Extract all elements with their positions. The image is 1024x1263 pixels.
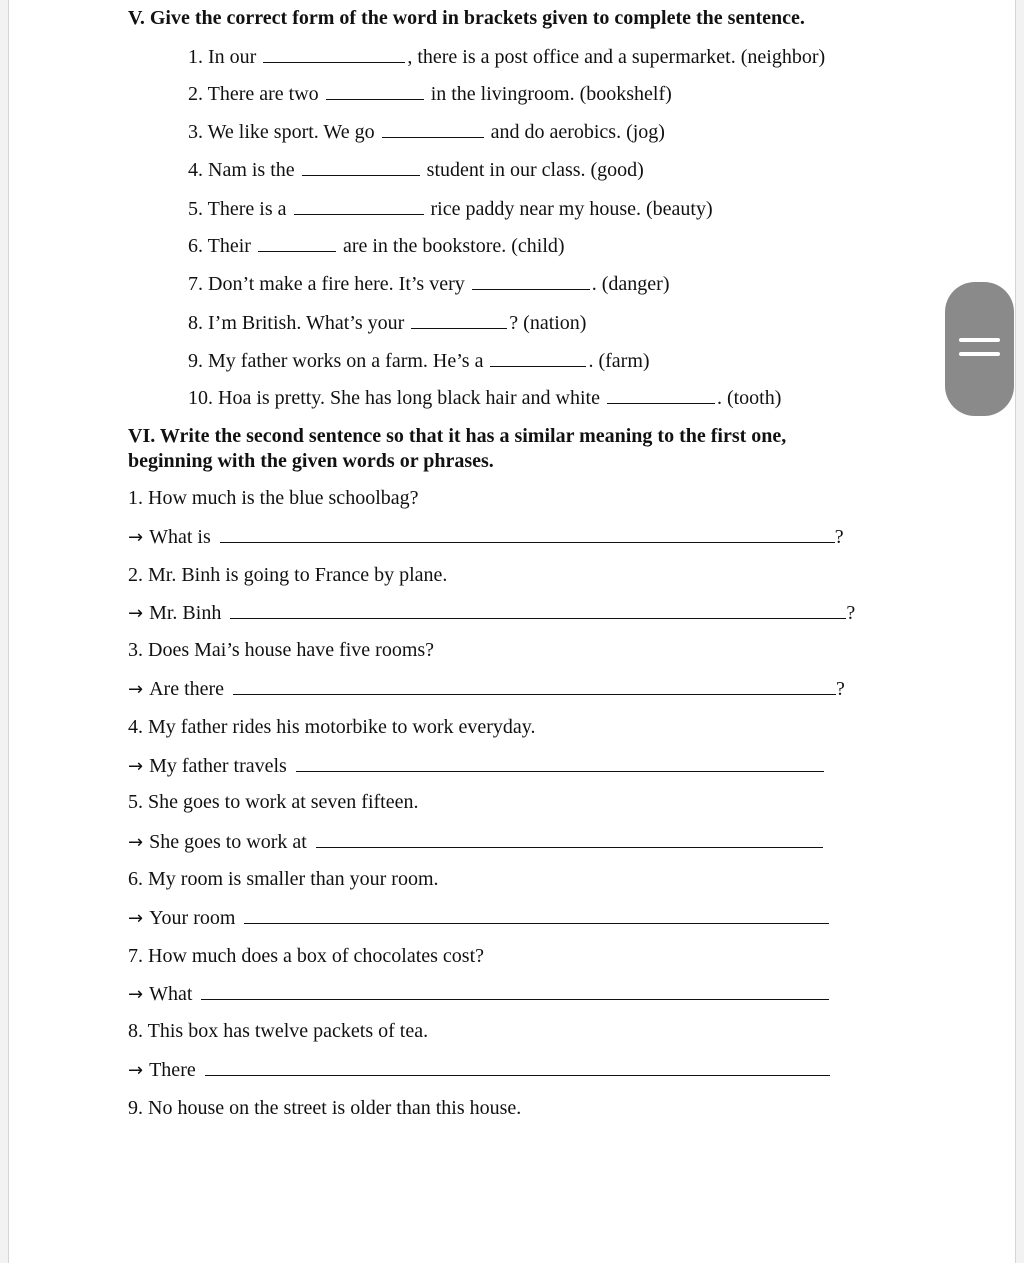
answer-start: Your room bbox=[149, 907, 236, 929]
item-number: 1. bbox=[188, 46, 203, 68]
exercise-5-item-1 bbox=[188, 44, 825, 69]
answer-start: Are there bbox=[149, 678, 225, 700]
arrow-right-icon: → bbox=[128, 1060, 144, 1081]
exercise-6-prompt-3 bbox=[128, 638, 434, 662]
exercise-6-answer-1 bbox=[128, 524, 844, 550]
answer-blank[interactable] bbox=[294, 196, 424, 215]
grip-line-icon bbox=[959, 338, 1000, 342]
item-text-after: rice paddy near my house. (beauty) bbox=[430, 198, 713, 220]
item-text-after: . (tooth) bbox=[716, 387, 782, 409]
prompt-sentence: My room is smaller than your room. bbox=[148, 868, 439, 890]
item-text-before: Hoa is pretty. She has long black hair and white bbox=[218, 387, 600, 409]
exercise-6-prompt-8 bbox=[128, 1019, 428, 1043]
item-text-after: are in the bookstore. (child) bbox=[342, 235, 565, 257]
item-number: 1. bbox=[128, 487, 143, 509]
exercise-5-item-2 bbox=[188, 81, 672, 106]
exercise-5-item-9 bbox=[188, 348, 650, 373]
item-number: 2. bbox=[188, 83, 203, 105]
prompt-sentence: Mr. Binh is going to France by plane. bbox=[148, 564, 448, 586]
exercise-6-answer-5 bbox=[128, 829, 823, 855]
answer-blank[interactable] bbox=[490, 348, 586, 367]
answer-start: My father travels bbox=[149, 755, 287, 777]
answer-end: ? bbox=[836, 678, 845, 700]
answer-blank[interactable] bbox=[258, 233, 336, 252]
exercise-6-prompt-5 bbox=[128, 790, 418, 814]
exercise-6-prompt-6 bbox=[128, 867, 439, 891]
prompt-sentence: How much does a box of chocolates cost? bbox=[148, 945, 485, 967]
answer-blank[interactable] bbox=[607, 385, 715, 404]
item-number: 2. bbox=[128, 564, 143, 586]
prompt-sentence: Does Mai’s house have five rooms? bbox=[148, 639, 435, 661]
item-text-after: , there is a post office and a supermarket. (neighbor) bbox=[407, 46, 826, 68]
exercise-6-answer-7 bbox=[128, 981, 829, 1007]
exercise-5-item-10 bbox=[188, 385, 781, 410]
prompt-sentence: My father rides his motorbike to work everyday. bbox=[148, 716, 536, 738]
answer-line[interactable] bbox=[230, 600, 846, 619]
arrow-right-icon: → bbox=[128, 756, 144, 777]
item-number: 7. bbox=[128, 945, 143, 967]
item-number: 3. bbox=[128, 639, 143, 661]
answer-line[interactable] bbox=[201, 981, 829, 1000]
exercise-5-item-4 bbox=[188, 157, 644, 182]
grip-line-icon bbox=[959, 352, 1000, 356]
item-text-before: There are two bbox=[207, 83, 319, 105]
item-text-after: and do aerobics. (jog) bbox=[490, 121, 665, 143]
item-number: 7. bbox=[188, 273, 203, 295]
answer-start: There bbox=[149, 1059, 196, 1081]
exercise-6-prompt-9 bbox=[128, 1096, 521, 1120]
item-text-before: I’m British. What’s your bbox=[208, 312, 405, 334]
section-6-heading-line-2: beginning with the given words or phrases. bbox=[128, 450, 494, 472]
answer-blank[interactable] bbox=[411, 310, 507, 329]
exercise-6-answer-6 bbox=[128, 905, 829, 931]
arrow-right-icon: → bbox=[128, 679, 144, 700]
item-text-before: My father works on a farm. He’s a bbox=[208, 350, 484, 372]
exercise-6-answer-2 bbox=[128, 600, 855, 626]
item-text-before: Nam is the bbox=[208, 159, 295, 181]
exercise-5-item-8 bbox=[188, 310, 586, 335]
item-number: 4. bbox=[188, 159, 203, 181]
item-number: 9. bbox=[188, 350, 203, 372]
exercise-6-answer-8 bbox=[128, 1057, 830, 1083]
item-number: 4. bbox=[128, 716, 143, 738]
item-number: 6. bbox=[188, 235, 203, 257]
exercise-5-item-5 bbox=[188, 196, 713, 221]
exercise-6-prompt-7 bbox=[128, 944, 484, 968]
item-text-before: In our bbox=[208, 46, 257, 68]
item-number: 10. bbox=[188, 387, 213, 409]
page-edge-left bbox=[0, 0, 9, 1263]
item-text-after: . (farm) bbox=[588, 350, 650, 372]
exercise-5-item-7 bbox=[188, 271, 669, 296]
arrow-right-icon: → bbox=[128, 832, 144, 853]
arrow-right-icon: → bbox=[128, 527, 144, 548]
answer-start: What bbox=[149, 983, 193, 1005]
item-number: 8. bbox=[188, 312, 203, 334]
page-edge-right bbox=[1015, 0, 1024, 1263]
item-text-before: Don’t make a fire here. It’s very bbox=[208, 273, 465, 295]
exercise-6-answer-4 bbox=[128, 753, 824, 779]
item-text-before: Their bbox=[207, 235, 251, 257]
item-number: 6. bbox=[128, 868, 143, 890]
prompt-sentence: How much is the blue schoolbag? bbox=[148, 487, 419, 509]
answer-start: What is bbox=[149, 526, 211, 548]
exercise-6-answer-3 bbox=[128, 676, 845, 702]
exercise-6-prompt-1 bbox=[128, 486, 419, 510]
item-text-after: in the livingroom. (bookshelf) bbox=[430, 83, 672, 105]
answer-blank[interactable] bbox=[382, 119, 484, 138]
answer-blank[interactable] bbox=[302, 157, 420, 176]
item-text-after: ? (nation) bbox=[509, 312, 587, 334]
answer-blank[interactable] bbox=[472, 271, 590, 290]
item-number: 8. bbox=[128, 1020, 143, 1042]
item-number: 9. bbox=[128, 1097, 143, 1119]
arrow-right-icon: → bbox=[128, 908, 144, 929]
exercise-5-item-6 bbox=[188, 233, 565, 258]
section-5-heading: V. Give the correct form of the word in brackets given to complete the sentence. bbox=[128, 7, 805, 29]
scroll-handle[interactable] bbox=[945, 282, 1014, 416]
prompt-sentence: She goes to work at seven fifteen. bbox=[148, 791, 419, 813]
answer-line[interactable] bbox=[233, 676, 836, 695]
answer-line[interactable] bbox=[244, 905, 829, 924]
answer-start: She goes to work at bbox=[149, 831, 307, 853]
item-text-before: We like sport. We go bbox=[207, 121, 375, 143]
item-text-before: There is a bbox=[207, 198, 287, 220]
item-text-after: . (danger) bbox=[591, 273, 670, 295]
exercise-6-prompt-4 bbox=[128, 715, 536, 739]
answer-blank[interactable] bbox=[326, 81, 424, 100]
exercise-5-item-3 bbox=[188, 119, 665, 144]
answer-end: ? bbox=[834, 526, 844, 548]
item-number: 3. bbox=[188, 121, 203, 143]
item-number: 5. bbox=[188, 198, 203, 220]
exercise-6-prompt-2 bbox=[128, 563, 447, 587]
item-text-after: student in our class. (good) bbox=[426, 159, 644, 181]
prompt-sentence: This box has twelve packets of tea. bbox=[147, 1020, 429, 1042]
item-number: 5. bbox=[128, 791, 143, 813]
answer-start: Mr. Binh bbox=[149, 602, 222, 624]
arrow-right-icon: → bbox=[128, 603, 144, 624]
prompt-sentence: No house on the street is older than this house. bbox=[148, 1097, 522, 1119]
section-6-heading-line-1: VI. Write the second sentence so that it has a similar meaning to the first one, bbox=[128, 425, 787, 447]
answer-line[interactable] bbox=[205, 1057, 830, 1076]
arrow-right-icon: → bbox=[128, 984, 144, 1005]
answer-line[interactable] bbox=[296, 753, 824, 772]
answer-blank[interactable] bbox=[263, 44, 405, 63]
answer-line[interactable] bbox=[220, 524, 835, 543]
answer-line[interactable] bbox=[316, 829, 823, 848]
answer-end: ? bbox=[846, 602, 856, 624]
